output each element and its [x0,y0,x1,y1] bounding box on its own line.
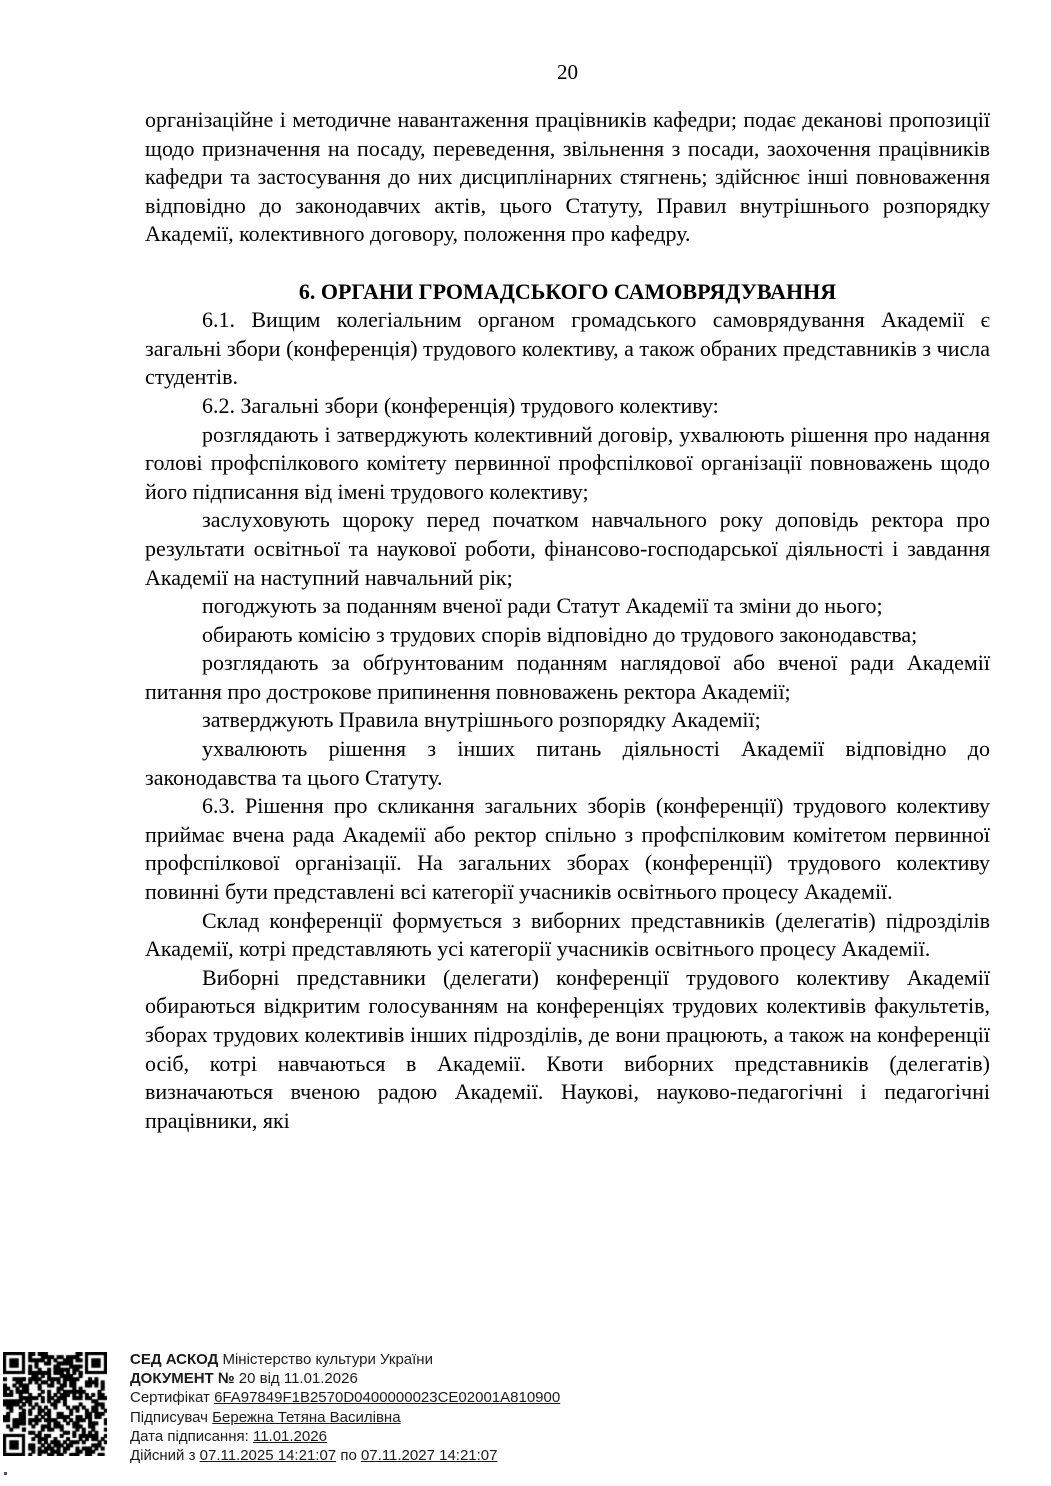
paragraph: обирають комісію з трудових спорів відповідно до трудового законодавства; [202,621,918,647]
signer-line-segment: Бережна Тетяна Василівна [212,1408,401,1426]
page-number: 20 [557,60,578,84]
paragraph: Виборні представники (делегати) конференції трудового колективу Академії обираються відкритим голосуванням на конференціях трудових колективів факультетів, зборах трудових колективів інших підрозділів, де вони працюють, а також на конференції осіб, котрі навчаються в Академії. Квоти виборних представників (делегатів) визначаються вченою радою Академії. Наукові, науково-педагогічні і педагогічні працівники, які [145,964,990,1133]
paragraph: розглядають за обґрунтованим поданням наглядової або вченої ради Академії питання про дострокове припинення повноважень ректора Академії; [145,650,990,704]
paragraph: розглядають і затверджують колективний договір, ухвалюють рішення про надання голові профспілкового комітету первинної профспілкової організації повноважень щодо його підписання від імені трудового колективу; [145,421,990,504]
paragraph: 6.2. Загальні збори (конференція) трудового колективу: [202,392,719,418]
signature-info [130,1350,560,1465]
system-line-segment: Міністерство культури України [222,1351,433,1368]
validity-line-segment: 07.11.2025 14:21:07 [199,1447,337,1465]
paragraph: погоджують за поданням вченої ради Статут Академії та зміни до нього; [202,593,883,619]
paragraph: організаційне і методичне навантаження працівників кафедри; подає деканові пропозиції щодо призначення на посаду, переведення, звільнення з посади, заохочення працівників кафедри та застосування до них дисциплінарних стягнень; здійснює інші повноваження відповідно до законодавчих актів, цього Статуту, Правил внутрішнього розпорядку Академії, колективного договору, положення про кафедру. [145,107,990,247]
system-line [130,1350,560,1369]
paragraph: Склад конференції формується з виборних представників (делегатів) підрозділів Академії, котрі представляють усі категорії учасників освітнього процесу Академії. [145,907,990,962]
certificate-line-segment: Сертифікат [130,1389,215,1407]
paragraph: 6.1. Вищим колегіальним органом громадського самоврядування Академії є загальні збори (конференція) трудового колективу, а також обраних представників з числа студентів. [145,307,990,390]
document-number-line [130,1369,560,1388]
validity-line-segment: по [336,1447,361,1465]
signing-date-line-segment: 11.01.2026 [252,1427,327,1445]
validity-line [130,1446,560,1465]
validity-line-segment: 07.11.2027 14:21:07 [360,1447,498,1465]
paragraph: затверджують Правила внутрішнього розпорядку Академії; [202,707,761,733]
paragraph: ухвалюють рішення з інших питань діяльності Академії відповідно до законодавства та цього Статуту. [145,736,990,790]
paragraph: заслуховують щороку перед початком навчального року доповідь ректора про результати освітньої та наукової роботи, фінансово-господарської діяльності і завдання Академії на наступний навчальний рік; [145,507,990,590]
signing-date-line-segment: Дата підписання: [130,1427,253,1445]
qr-code-icon [3,1352,107,1456]
signing-date-line [130,1427,560,1446]
document-number-line-segment: 20 від 11.01.2026 [238,1370,358,1388]
system-line-segment: СЕД АСКОД [130,1351,223,1368]
paragraph: 6.3. Рішення про скликання загальних зборів (конференції) трудового колективу приймає вчена рада Академії або ректор спільно з профспілковим комітетом первинної профспілкової організації. На загальних зборах (конференції) трудового колективу повинні бути представлені всі категорії учасників освітнього процесу Академії. [145,793,990,905]
certificate-line-segment: 6FA97849F1B2570D0400000023CE02001A810900 [214,1389,561,1407]
stray-dot-artifact [4,1472,7,1475]
signature-footer [0,1350,1051,1486]
section-heading: 6. ОРГАНИ ГРОМАДСЬКОГО САМОВРЯДУВАННЯ [298,278,837,304]
document-body [145,106,990,1135]
certificate-line [130,1388,560,1407]
signer-line-segment: Підписувач [130,1408,213,1426]
validity-line-segment: Дійсний з [130,1447,200,1465]
document-number-line-segment: ДОКУМЕНТ № [130,1370,239,1388]
signer-line [130,1408,560,1427]
